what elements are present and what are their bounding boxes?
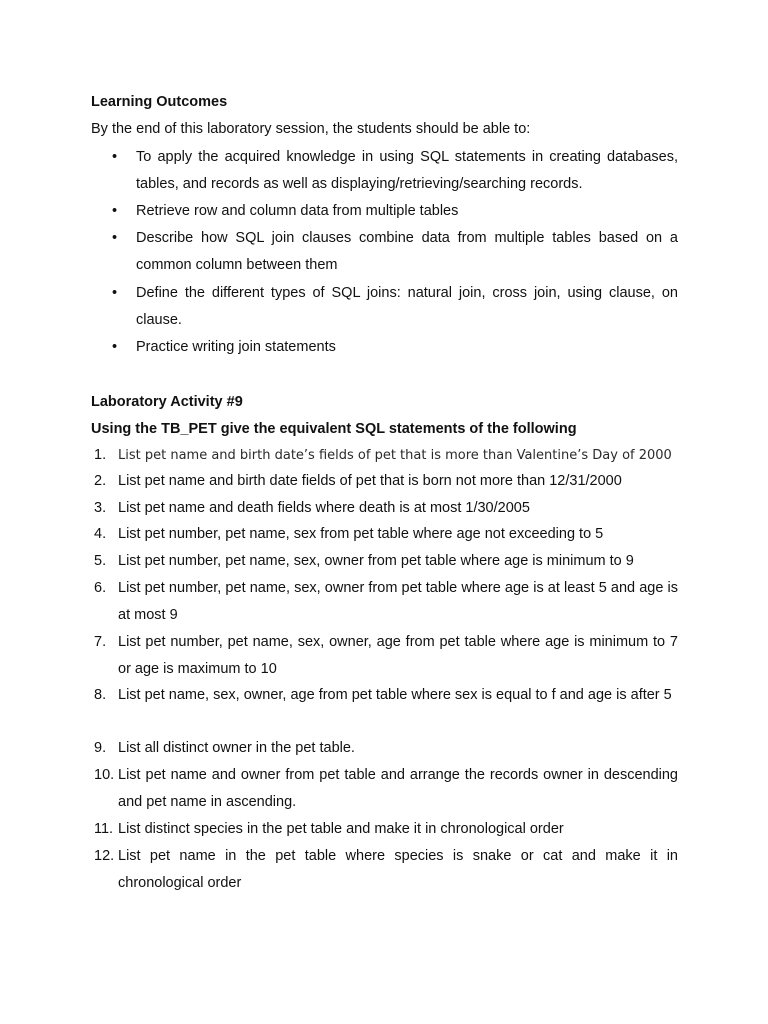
list-item (94, 843, 678, 897)
list-item-number: 6. (94, 580, 107, 596)
list-item-text: List pet number, pet name, sex, owner from pet table where age is at least 5 and age is at most 9 (118, 580, 678, 623)
list-item-text: Describe how SQL join clauses combine data from multiple tables based on a common column between them (136, 230, 678, 273)
list-item-number: 3. (94, 500, 107, 516)
list-item (112, 334, 678, 361)
list-item-number: 10. (94, 767, 115, 783)
list-item-text: List pet name, sex, owner, age from pet table where sex is equal to f and age is after 5 (118, 687, 672, 703)
bullet-icon: • (112, 339, 118, 355)
list-item-number: 12. (94, 848, 115, 864)
list-item-text: List distinct species in the pet table and make it in chronological order (118, 821, 564, 837)
list-item-text: List pet number, pet name, sex from pet table where age not exceeding to 5 (118, 526, 604, 542)
list-item-number: 7. (94, 634, 107, 650)
list-item-text: Retrieve row and column data from multiple tables (136, 203, 459, 219)
list-item (112, 198, 678, 225)
list-item-number: 1. (94, 447, 107, 463)
list-item (94, 816, 678, 843)
list-item (94, 495, 678, 522)
list-item (94, 468, 678, 495)
list-item-number: 11. (94, 821, 114, 837)
list-item-number: 2. (94, 473, 107, 489)
list-item-text: List pet name and birth date’s fields of pet that is more than Valentine’s Day of 2000 (118, 448, 672, 463)
list-item-number: 9. (94, 740, 107, 756)
list-item (94, 629, 678, 683)
list-item-text: To apply the acquired knowledge in using SQL statements in creating databases, tables, and records as well as displaying/retrieving/searching records. (136, 149, 678, 192)
list-item-text: List all distinct owner in the pet table. (118, 740, 355, 756)
list-item-text: List pet number, pet name, sex, owner, age from pet table where age is minimum to 7 or age is maximum to 10 (118, 634, 678, 677)
activity-heading: Laboratory Activity #9 (91, 394, 243, 410)
bullet-icon: • (112, 203, 118, 219)
list-item-text: Define the different types of SQL joins: natural join, cross join, using clause, on clause. (136, 285, 678, 328)
list-item (112, 280, 678, 334)
list-item (94, 442, 678, 469)
list-item-number: 5. (94, 553, 107, 569)
list-item (112, 144, 678, 198)
bullet-icon: • (112, 230, 118, 246)
learning-outcomes-heading: Learning Outcomes (91, 94, 228, 110)
activity-instruction: Using the TB_PET give the equivalent SQL statements of the following (91, 421, 577, 437)
list-item-text: List pet number, pet name, sex, owner from pet table where age is minimum to 9 (118, 553, 634, 569)
list-item (94, 521, 678, 548)
bullet-icon: • (112, 149, 118, 165)
list-item-text: List pet name in the pet table where species is snake or cat and make it in chronological order (118, 848, 678, 891)
list-item-number: 4. (94, 526, 107, 542)
list-item (94, 548, 678, 575)
list-item (94, 682, 678, 709)
list-item (112, 225, 678, 279)
list-item-text: List pet name and owner from pet table and arrange the records owner in descending and pet name in ascending. (118, 767, 678, 810)
list-item (94, 575, 678, 629)
list-item-number: 8. (94, 687, 107, 703)
bullet-icon: • (112, 285, 118, 301)
list-item-text: List pet name and birth date fields of pet that is born not more than 12/31/2000 (118, 473, 622, 489)
list-item-text: List pet name and death fields where death is at most 1/30/2005 (118, 500, 530, 516)
list-item-text: Practice writing join statements (136, 339, 336, 355)
list-item (94, 735, 678, 762)
list-item (94, 762, 678, 816)
learning-outcomes-intro: By the end of this laboratory session, the students should be able to: (91, 121, 531, 137)
